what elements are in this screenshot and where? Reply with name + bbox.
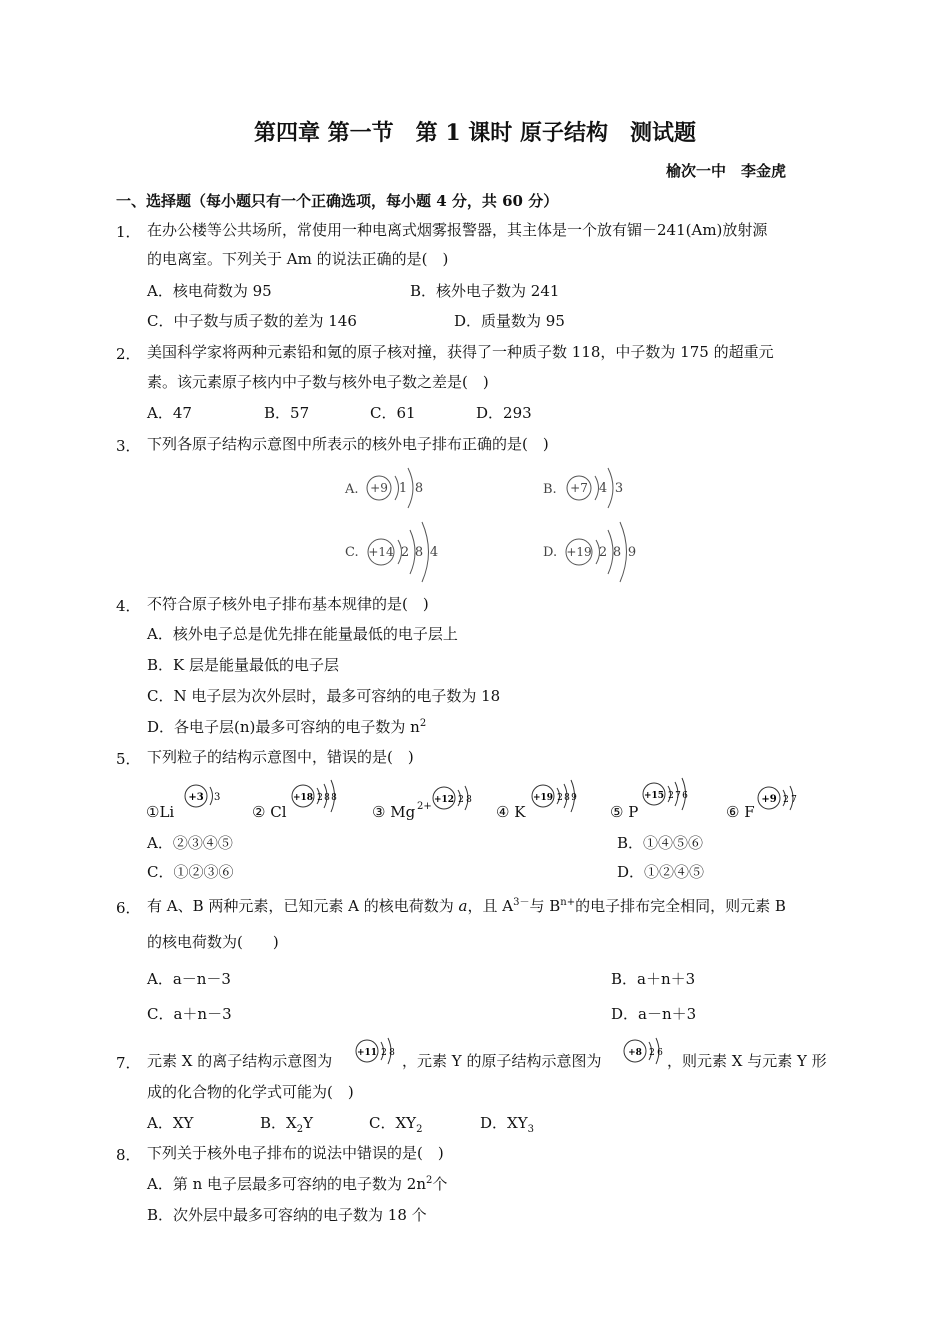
option-b: B．57: [264, 404, 310, 422]
particle-diagram-li: [146, 776, 236, 824]
particle-label: ② Cl: [252, 803, 287, 821]
option-a: A．核电荷数为 95: [147, 282, 272, 300]
question-number: 3．: [116, 437, 141, 455]
question-text: 的电离室。下列关于 Am 的说法正确的是( ): [147, 250, 449, 268]
shell-electrons: 2: [557, 793, 563, 803]
atom-diagram-c: [340, 520, 460, 584]
shell-electrons: 2: [598, 545, 608, 560]
diagram-label: C.: [345, 545, 359, 560]
nucleus-charge: +19: [532, 793, 554, 803]
option-d: D．质量数为 95: [454, 312, 565, 330]
question-text: 美国科学家将两种元素铅和氪的原子核对撞，获得了一种质子数 118，中子数为 175 的超重元: [147, 343, 774, 361]
question-number: 8．: [116, 1146, 141, 1164]
nucleus-charge: +3: [188, 792, 204, 803]
option-d: D．a－n＋3: [611, 1005, 697, 1023]
option-b: B．核外电子数为 241: [410, 282, 560, 300]
diagram-label: B.: [543, 482, 557, 497]
option-b: B．①④⑤⑥: [617, 834, 704, 852]
question-text: 在办公楼等公共场所，常使用一种电离式烟雾报警器，其主体是一个放有镅－241(Am)放射源: [147, 221, 768, 239]
option-a: A．47: [147, 404, 192, 422]
option-c: C．N 电子层为次外层时，最多可容纳的电子数为 18: [147, 687, 501, 705]
atom-diagram-d: [538, 520, 658, 584]
nucleus-charge: +7: [570, 481, 588, 495]
atom-diagram-y: [620, 1036, 668, 1070]
diagram-label: D.: [543, 545, 558, 560]
shell-electrons: 6: [657, 1048, 663, 1058]
shell-electrons: 8: [331, 793, 337, 803]
question-number: 4．: [116, 597, 141, 615]
option-b: B．K 层是能量最低的电子层: [147, 656, 339, 674]
ion-charge: 2+: [417, 801, 432, 812]
shell-electrons: 2: [317, 793, 323, 803]
page-title: 第四章 第一节 第 1 课时 原子结构 测试题: [254, 120, 696, 146]
shell-electrons: 2: [400, 545, 410, 560]
particle-diagram-f: [726, 776, 816, 824]
option-c: C．$XY_2$: [369, 1114, 423, 1135]
atom-diagram-b: [538, 462, 648, 514]
shell-electrons: 7: [791, 795, 797, 805]
nucleus-charge: +9: [370, 481, 388, 495]
shell-electrons: 2: [649, 1048, 655, 1058]
question-text: 下列粒子的结构示意图中，错误的是( ): [147, 748, 414, 766]
shell-electrons: 2: [381, 1048, 387, 1058]
shell-electrons: 2: [668, 791, 674, 801]
shell-electrons: 8: [564, 793, 570, 803]
question-number: 7．: [116, 1054, 141, 1072]
shell-electrons: 1: [398, 481, 408, 496]
diagram-label: A.: [345, 482, 359, 497]
shell-electrons: 3: [614, 481, 624, 496]
nucleus-charge: +12: [433, 795, 455, 805]
question-text: 元素 X 的离子结构示意图为: [147, 1052, 333, 1070]
shell-electrons: 2: [458, 795, 464, 805]
option-d: D．各电子层(n)最多可容纳的电子数为 $n^2$: [147, 718, 427, 736]
question-number: 5．: [116, 750, 141, 768]
question-text: 素。该元素原子核内中子数与核外电子数之差是( ): [147, 373, 489, 391]
question-text: ，则元素 X 与元素 Y 形: [667, 1052, 827, 1070]
option-c: C．61: [370, 404, 416, 422]
question-number: 1．: [116, 223, 141, 241]
particle-label: ⑥ F: [726, 803, 755, 821]
option-d: D．$XY_3$: [480, 1114, 534, 1135]
ion-diagram-x: [352, 1036, 400, 1070]
shell-electrons: 8: [389, 1048, 395, 1058]
question-text: 不符合原子核外电子排布基本规律的是( ): [147, 595, 429, 613]
particle-diagram-mg: [372, 776, 482, 824]
shell-electrons: 8: [324, 793, 330, 803]
shell-electrons: 4: [598, 481, 608, 496]
atom-diagram-a: [340, 462, 450, 514]
nucleus-charge: +9: [761, 794, 777, 805]
shell-electrons: 9: [627, 545, 637, 560]
shell-electrons: 6: [682, 791, 688, 801]
option-b: B．次外层中最多可容纳的电子数为 18 个: [147, 1206, 427, 1224]
question-text: 成的化合物的化学式可能为( ): [147, 1083, 354, 1101]
option-d: D．293: [476, 404, 532, 422]
particle-diagram-p: [610, 776, 710, 824]
option-a: A．核外电子总是优先排在能量最低的电子层上: [147, 625, 458, 643]
nucleus-charge: +11: [356, 1048, 378, 1058]
question-text: ，元素 Y 的原子结构示意图为: [402, 1052, 602, 1070]
shell-electrons: 3: [214, 792, 221, 803]
option-c: C．中子数与质子数的差为 146: [147, 312, 357, 330]
option-a: A．a－n－3: [147, 970, 231, 988]
option-a: A．第 n 电子层最多可容纳的电子数为 $2n^2$个: [147, 1175, 448, 1193]
option-a: A．XY: [147, 1114, 194, 1132]
question-text: 有 A、B 两种元素，已知元素 A 的核电荷数为 a，且 $A^{3-}$与 $B^{n+}$的电子排布完全相同，则元素 B: [147, 897, 786, 915]
shell-electrons: 8: [414, 481, 424, 496]
shell-electrons: 8: [612, 545, 622, 560]
shell-electrons: 8: [466, 795, 472, 805]
particle-label: ③ Mg: [372, 803, 416, 821]
nucleus-charge: +18: [292, 793, 314, 803]
shell-electrons: 7: [675, 791, 681, 801]
option-d: D．①②④⑤: [617, 863, 705, 881]
shell-electrons: 9: [571, 793, 577, 803]
nucleus-charge: +19: [566, 545, 592, 559]
nucleus-charge: +8: [628, 1048, 642, 1058]
particle-diagram-k: [496, 776, 596, 824]
question-text: 下列各原子结构示意图中所表示的核外电子排布正确的是( ): [147, 435, 549, 453]
particle-label: ④ K: [496, 803, 526, 821]
nucleus-charge: +15: [643, 791, 665, 801]
question-text: 的核电荷数为( ): [147, 933, 279, 951]
option-b: B．a＋n＋3: [611, 970, 696, 988]
shell-electrons: 2: [783, 795, 789, 805]
author: 榆次一中 李金虎: [666, 162, 787, 180]
option-c: C．①②③⑥: [147, 863, 234, 881]
option-c: C．a＋n－3: [147, 1005, 232, 1023]
question-number: 6．: [116, 899, 141, 917]
section-heading: 一、选择题（每小题只有一个正确选项，每小题 4 分，共 60 分）: [116, 192, 559, 210]
particle-label: ①Li: [146, 803, 175, 821]
option-a: A．②③④⑤: [147, 834, 233, 852]
shell-electrons: 8: [414, 545, 424, 560]
question-text: 下列关于核外电子排布的说法中错误的是( ): [147, 1144, 444, 1162]
question-number: 2．: [116, 345, 141, 363]
particle-label: ⑤ P: [610, 803, 639, 821]
nucleus-charge: +14: [368, 545, 394, 559]
option-b: B．$X_2Y$: [260, 1114, 313, 1135]
particle-diagram-cl: [252, 776, 352, 824]
shell-electrons: 4: [429, 545, 439, 560]
